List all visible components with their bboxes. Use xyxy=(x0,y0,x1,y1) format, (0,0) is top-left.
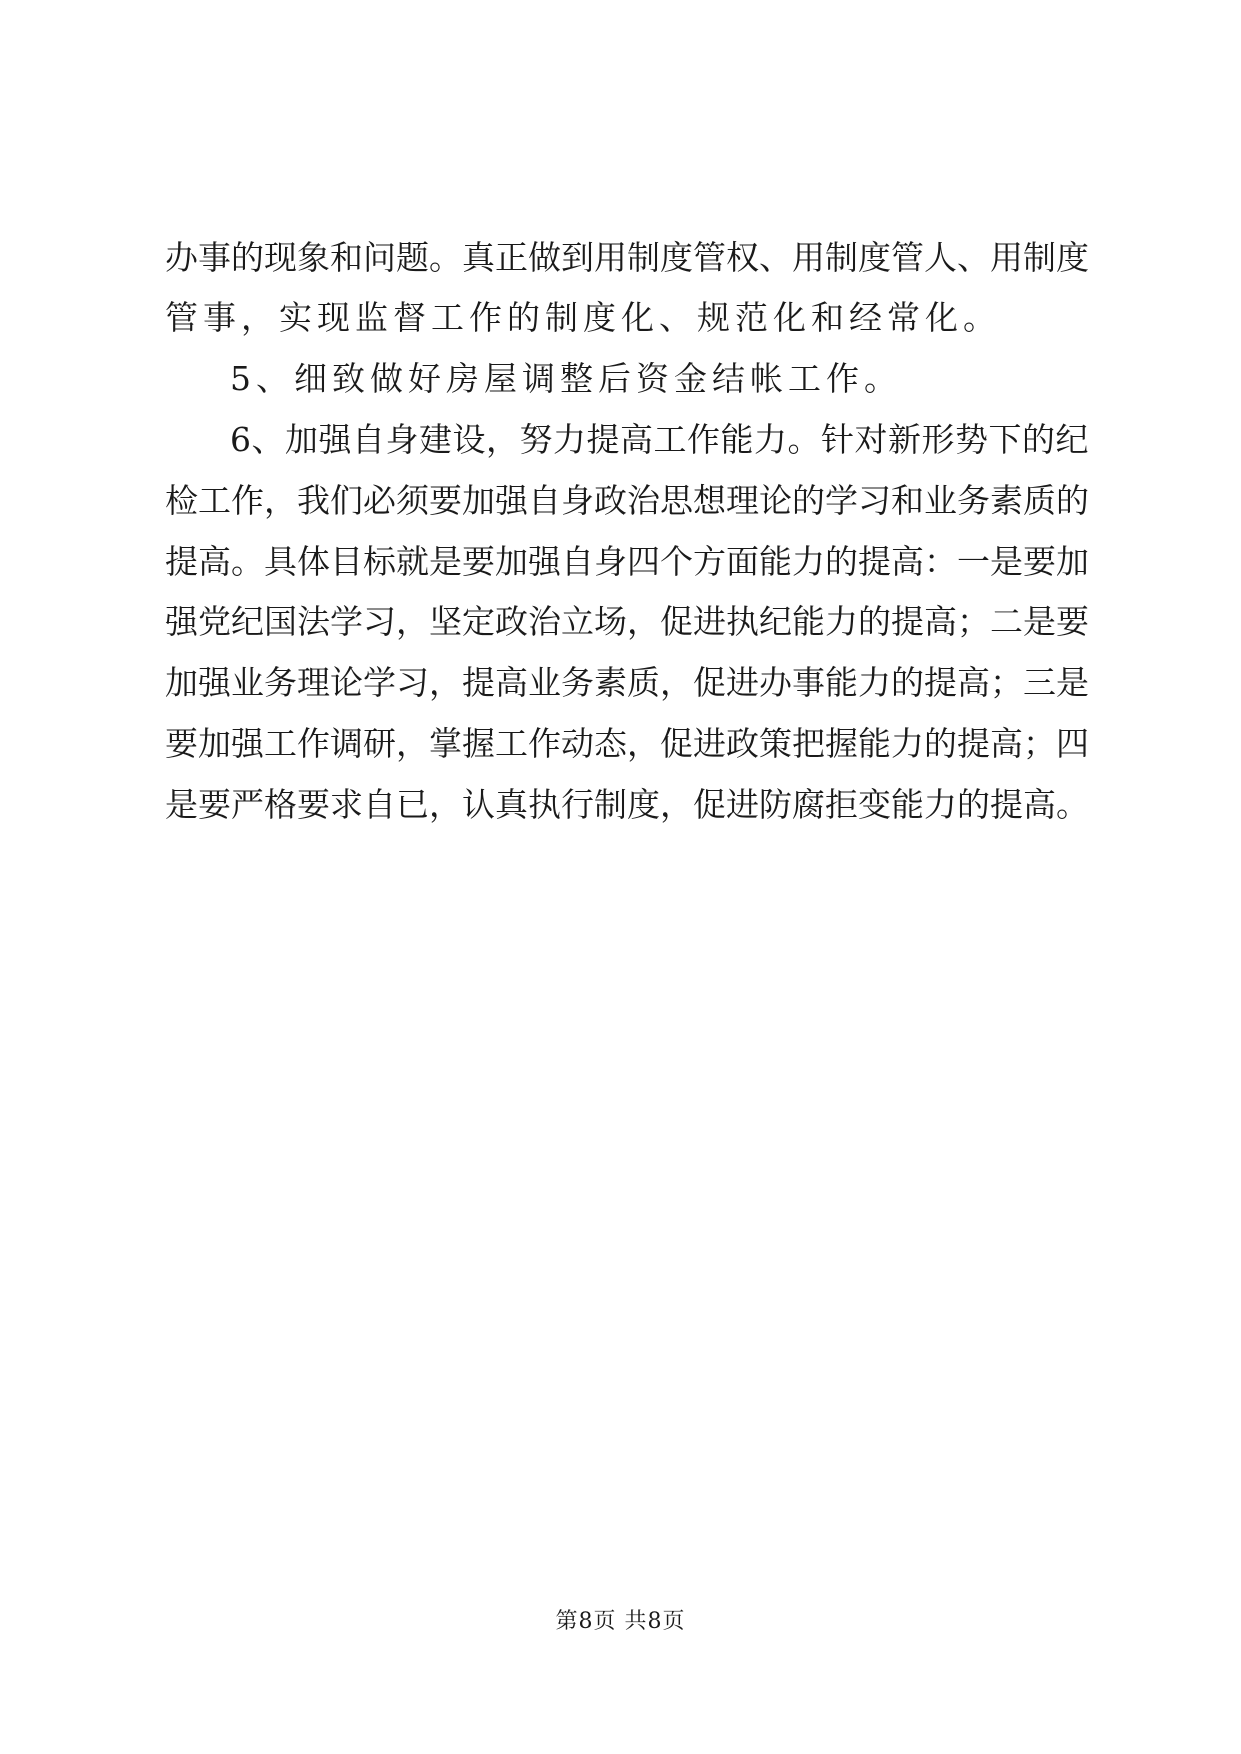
page-number-footer: 第8页 共8页 xyxy=(555,1609,686,1634)
list-item-6-line-5: 加强业务理论学习，提高业务素质，促进办事能力的提高；三是 xyxy=(165,663,1089,702)
list-item-6-line-2: 检工作，我们必须要加强自身政治思想理论的学习和业务素质的 xyxy=(165,481,1089,520)
list-item-6-line-3: 提高。具体目标就是要加强自身四个方面能力的提高：一是要加 xyxy=(165,542,1089,581)
list-item-6-line-4: 强党纪国法学习，坚定政治立场，促进执纪能力的提高；二是要 xyxy=(165,602,1089,641)
list-item-6-line-1: 6、加强自身建设，努力提高工作能力。针对新形势下的纪 xyxy=(230,420,1089,459)
paragraph-line-1: 办事的现象和问题。真正做到用制度管权、用制度管人、用制度 xyxy=(165,238,1089,277)
list-item-5: 5、细致做好房屋调整后资金结帐工作。 xyxy=(230,359,902,398)
list-item-6-line-7: 是要严格要求自已，认真执行制度，促进防腐拒变能力的提高。 xyxy=(165,785,1089,824)
paragraph-line-2: 管事，实现监督工作的制度化、规范化和经常化。 xyxy=(165,298,1001,337)
list-item-6-line-6: 要加强工作调研，掌握工作动态，促进政策把握能力的提高；四 xyxy=(165,724,1089,763)
